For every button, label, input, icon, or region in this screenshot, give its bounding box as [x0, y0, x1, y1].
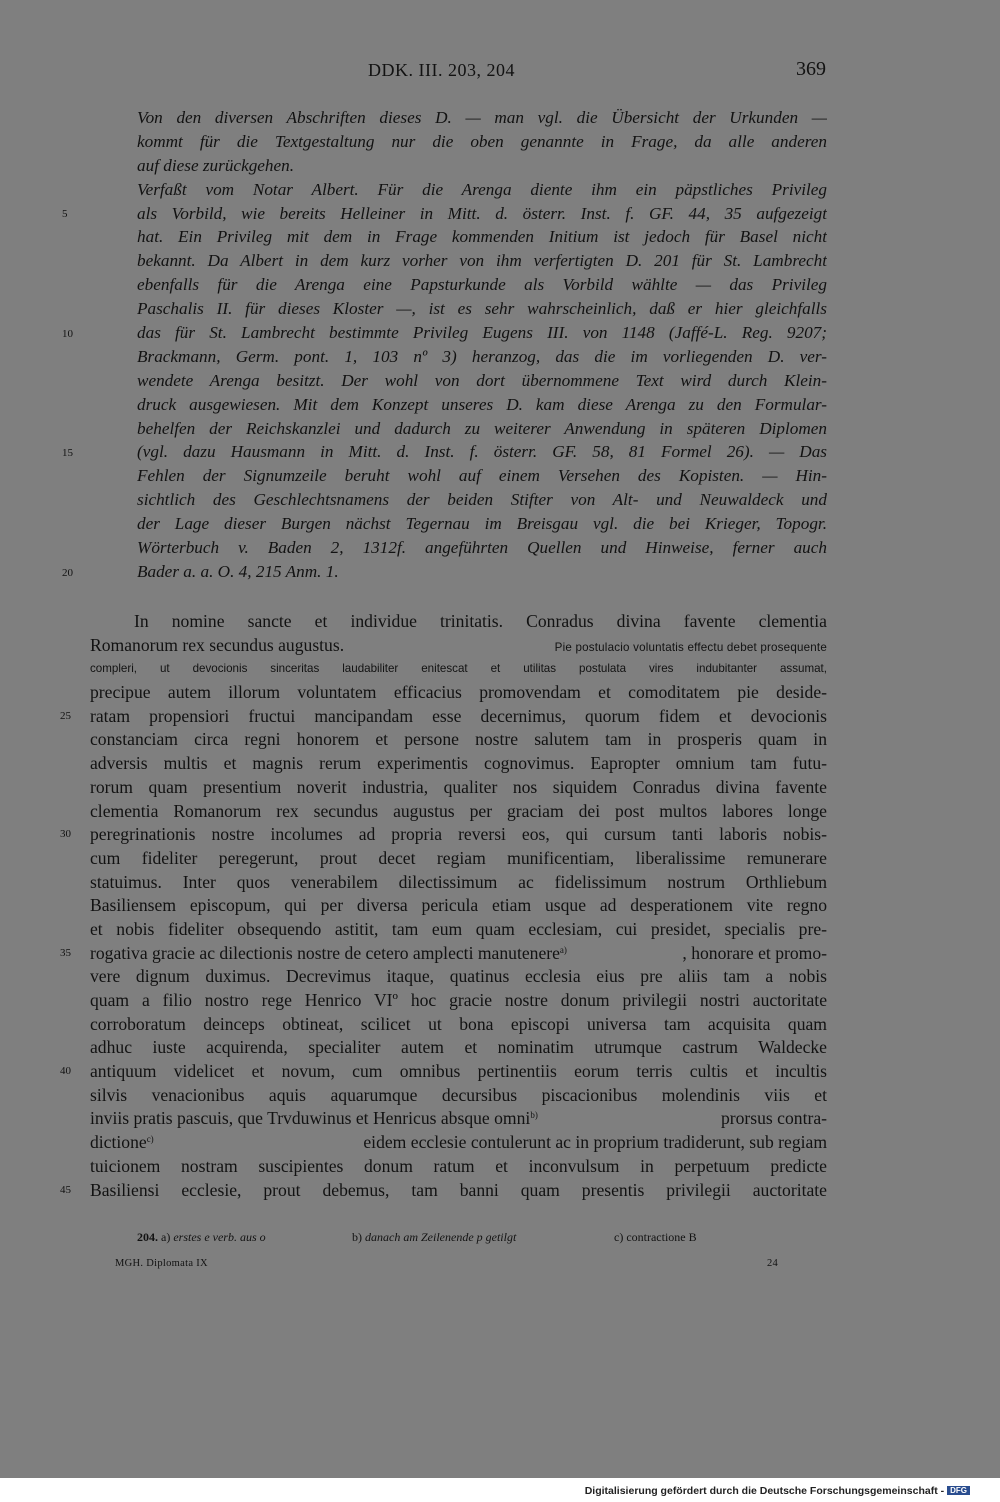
- arenga-small-print: Pie postulacio voluntatis effectu debet prosequente: [554, 640, 827, 654]
- charter-line: adversis multis et magnis rerum experimentis cognovimus. Eapropter omnium tam futu-: [90, 753, 827, 774]
- digitization-credit: [585, 1485, 970, 1497]
- charter-line: rorum quam presentium noverit industria, qualiter nos siquidem Conradus divina favente: [90, 776, 827, 797]
- charter-text-span: rogativa gracie ac dilectionis nostre de cetero amplecti manutenere: [90, 942, 560, 963]
- footnote-text: contractione B: [626, 1230, 697, 1244]
- commentary-line: auf diese zurückgehen.: [137, 155, 295, 175]
- commentary-line: Verfaßt vom Notar Albert. Für die Arenga diente ihm ein päpstliches Privileg: [137, 179, 827, 199]
- charter-line: tuicionem nostram suscipientes donum ratum et inconvulsum in perpetuum predicte: [90, 1155, 827, 1176]
- charter-fragment: [90, 1131, 154, 1155]
- series-name: MGH. Diplomata IX: [115, 1258, 208, 1269]
- running-title: DDK. III. 203, 204: [368, 60, 515, 80]
- commentary-line: bekannt. Da Albert in dem kurz vorher von ihm verfertigten D. 201 für St. Lambrecht: [137, 251, 827, 271]
- commentary-line: ebenfalls für die Arenga eine Papsturkunde als Vorbild wählte — das Privileg: [137, 275, 827, 295]
- footnote-c: [614, 1230, 697, 1245]
- charter-line: [90, 942, 827, 966]
- commentary-line: druck ausgewiesen. Mit dem Konzept unseres D. kam diese Arenga zu den Formular-: [137, 394, 827, 414]
- commentary-line: das für St. Lambrecht bestimmte Privileg Eugens III. von 1148 (Jaffé-L. Reg. 9207;: [137, 323, 827, 343]
- footnotes: [137, 1230, 837, 1250]
- footnote-a: [137, 1230, 266, 1245]
- line-number: 40: [60, 1065, 71, 1077]
- commentary-line: Von den diversen Abschriften dieses D. — man vgl. die Übersicht der Urkunden —: [137, 108, 827, 127]
- charter-fragment: [90, 942, 567, 966]
- charter-intitulatio: Romanorum rex secundus augustus.: [90, 634, 345, 655]
- commentary-line: wendete Arenga besitzt. Der wohl von dort übernommene Text wird durch Klein-: [137, 370, 827, 390]
- charter-text: [90, 610, 827, 1202]
- charter-line: constanciam circa regni honorem et persone nostre salutem tam in prosperis quam in: [90, 729, 827, 750]
- commentary-block: [137, 106, 827, 584]
- charter-fragment: , honorare et promo-: [682, 942, 827, 963]
- arenga-small-print: compleri, ut devocionis sinceritas laudabiliter enitescat et utilitas postulata vires indubitanter assumat,: [90, 662, 827, 676]
- credit-text: Digitalisierung gefördert durch die Deutsche Forschungsgemeinschaft -: [584, 1485, 945, 1497]
- charter-line: [90, 634, 827, 658]
- line-number: 45: [60, 1184, 71, 1196]
- footnote-text: erstes e verb. aus o: [173, 1230, 266, 1244]
- charter-line: clementia Romanorum rex secundus augustus per graciam dei post multos labores longe: [90, 800, 827, 821]
- charter-line: antiquum videlicet et novum, cum omnibus pertinentiis eorum terris cultis et incultis: [90, 1061, 827, 1082]
- commentary-line: Bader a. a. O. 4, 215 Anm. 1.: [137, 561, 339, 581]
- charter-fragment: [90, 1107, 538, 1131]
- line-number: 30: [60, 828, 71, 840]
- commentary-line: (vgl. dazu Hausmann in Mitt. d. Inst. f. österr. GF. 58, 81 Formel 26). — Das: [137, 442, 827, 462]
- page-number: 369: [796, 58, 826, 80]
- charter-line: silvis venacionibus aquis aquarumque decursibus piscacionibus molendinis viis et: [90, 1084, 827, 1105]
- line-number: 35: [60, 947, 71, 959]
- charter-line: statuimus. Inter quos venerabilem dilectissimum ac fidelissimum nostrum Orthliebum: [90, 871, 827, 892]
- footnote-label: a): [161, 1230, 171, 1244]
- line-number: 20: [62, 567, 73, 579]
- commentary-line: Fehlen der Signumzeile beruht wohl auf einem Versehen des Kopisten. — Hin-: [137, 466, 827, 486]
- charter-line: Basiliensi ecclesie, prout debemus, tam banni quam presentis privilegii auctoritate: [90, 1179, 827, 1200]
- line-number: 5: [62, 208, 68, 220]
- line-number: 25: [60, 710, 71, 722]
- footnote-label: c): [614, 1230, 624, 1244]
- charter-line: precipue autem illorum voluntatem efficacius promovendam et comoditatem pie deside-: [90, 682, 827, 703]
- footnote-label: b): [352, 1230, 362, 1244]
- charter-line: [90, 1131, 827, 1155]
- charter-fragment: prorsus contra-: [720, 1108, 827, 1129]
- charter-text-span: inviis pratis pascuis, que Trvduwinus et Henricus absque omni: [90, 1108, 531, 1129]
- charter-fragment: eidem ecclesie contulerunt ac in proprium tradiderunt, sub regiam: [363, 1132, 827, 1153]
- commentary-line: Paschalis II. für dieses Kloster —, ist es sehr wahrscheinlich, daß er hier gleichfalls: [137, 299, 827, 319]
- footnote-marker-b: b): [530, 1110, 538, 1121]
- charter-line: peregrinationis nostre incolumes ad propria reversi eos, qui cursum tanti laboris nobis-: [90, 824, 827, 845]
- document-number: 204.: [137, 1230, 158, 1244]
- commentary-line: behelfen der Reichskanzlei und dadurch zu weiterer Anwendung in späteren Diplomen: [137, 418, 827, 438]
- signature-line: [115, 1258, 795, 1274]
- commentary-line: der Lage dieser Burgen nächst Tegernau im Breisgau vgl. die bei Krieger, Topogr.: [137, 514, 827, 534]
- footnote-b: [352, 1230, 516, 1245]
- footnote-text: danach am Zeilenende p getilgt: [365, 1230, 517, 1244]
- charter-line: vere dignum duximus. Decrevimus itaque, quatinus ecclesia eius pre aliis tam a nobis: [90, 966, 827, 987]
- commentary-line: als Vorbild, wie bereits Helleiner in Mitt. d. österr. Inst. f. GF. 44, 35 aufgezeigt: [137, 203, 827, 223]
- commentary-line: kommt für die Textgestaltung nur die oben genannte in Frage, da alle anderen: [137, 131, 827, 151]
- commentary-line: Wörterbuch v. Baden 2, 1312f. angeführten Quellen und Hinweise, ferner auch: [137, 538, 827, 558]
- dfg-logo: DFG: [947, 1486, 970, 1495]
- charter-line: quam a filio nostro rege Henrico VIº hoc gracie nostre donum privilegii nostri auctoritate: [90, 990, 827, 1010]
- footnote-marker-c: c): [146, 1134, 154, 1145]
- commentary-line: Brackmann, Germ. pont. 1, 103 nº 3) heranzog, das die im vorliegenden D. ver-: [137, 346, 827, 366]
- charter-line: In nomine sancte et individue trinitatis. Conradus divina favente clementia: [134, 611, 827, 631]
- charter-line: [90, 1107, 827, 1131]
- charter-line: cum fideliter peregerunt, prout decet regiam munificentiam, liberalissime remunerare: [90, 847, 827, 868]
- signature-mark: 24: [767, 1258, 779, 1269]
- charter-line: Basiliensem episcopum, qui per diversa pericula etiam usque ad desperationem vite regno: [90, 895, 827, 916]
- charter-line: et nobis fideliter obsequendo astitit, tam eum quam ecclesiam, cui presidet, specialis pre-: [90, 918, 827, 939]
- commentary-line: sichtlich des Geschlechtsnamens der beiden Stifter von Alt- und Neuwaldeck und: [137, 490, 827, 510]
- charter-line: ratam propensiori fructui mancipandam esse decernimus, quorum fidem et devocionis: [90, 705, 827, 726]
- charter-line: corroboratum deinceps obtineat, scilicet ut bona episcopi universa tam acquisita quam: [90, 1013, 827, 1034]
- commentary-line: hat. Ein Privileg mit dem in Frage kommenden Initium ist jedoch für Basel nicht: [137, 227, 827, 247]
- charter-text-span: dictione: [90, 1132, 147, 1153]
- charter-line: adhuc iuste acquirenda, specialiter autem et nominatim utrumque castrum Waldecke: [90, 1037, 827, 1058]
- line-number: 10: [62, 328, 73, 340]
- running-header: [0, 60, 1000, 86]
- line-number: 15: [62, 447, 73, 459]
- footnote-marker-a: a): [559, 944, 567, 955]
